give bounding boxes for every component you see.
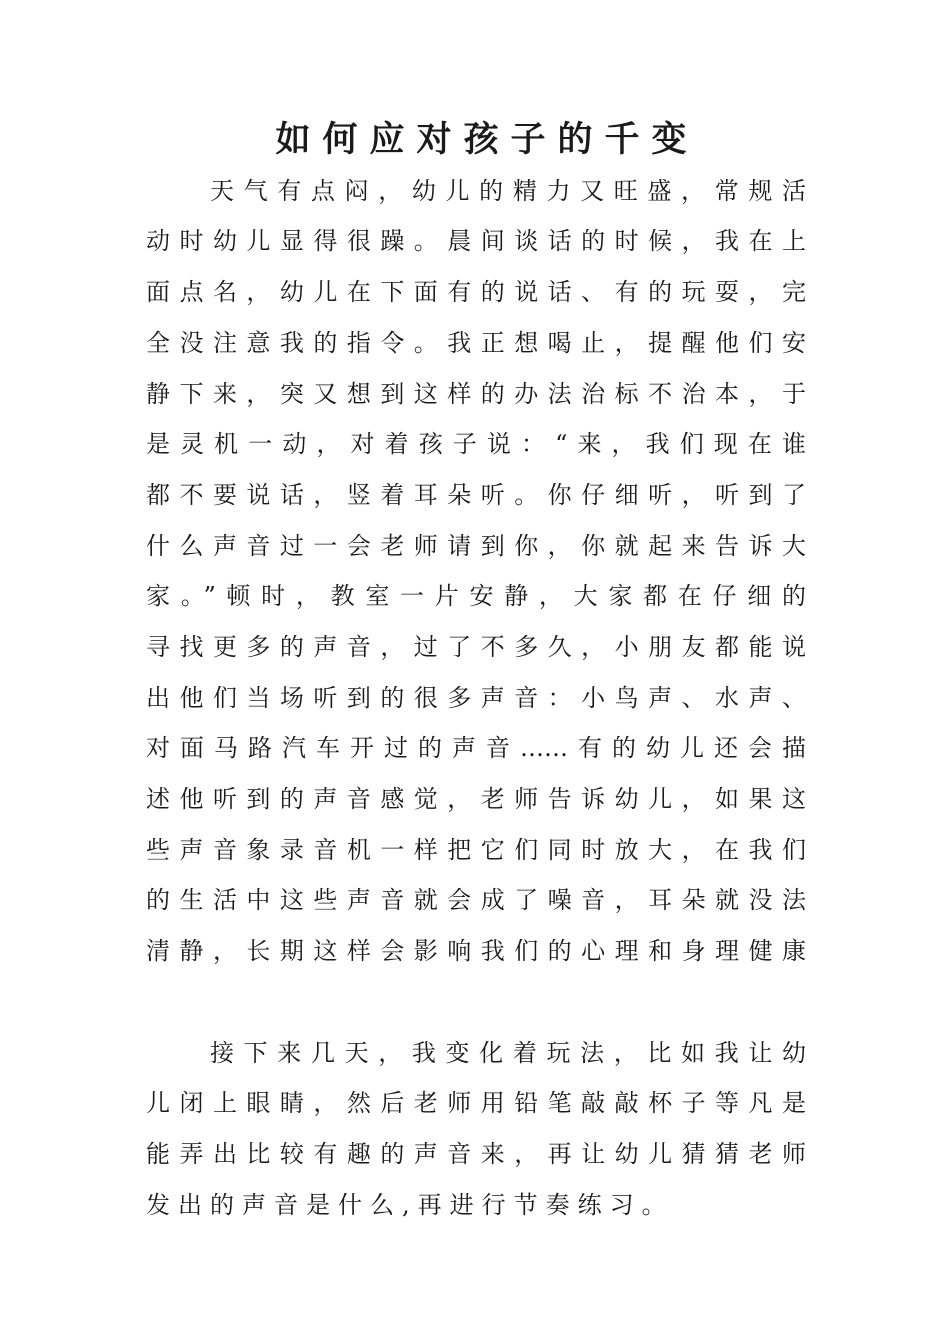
paragraph-2-line: 儿闭上眼睛，然后老师用铅笔敲敲杯子等凡是 (146, 1089, 806, 1117)
paragraph-2-line: 发出的声音是什么,再进行节奏练习。 (146, 1191, 674, 1219)
paragraph-1-line: 全没注意我的指令。我正想喝止，提醒他们安 (146, 329, 806, 357)
paragraph-1-line: 家。”顿时，教室一片安静，大家都在仔细的 (146, 582, 806, 610)
paragraph-1-line: 些声音象录音机一样把它们同时放大，在我们 (146, 836, 806, 864)
paragraph-1-line: 是灵机一动，对着孩子说：“来，我们现在谁 (146, 430, 806, 458)
paragraph-1-line: 述他听到的声音感觉，老师告诉幼儿，如果这 (146, 785, 806, 813)
paragraph-1-line: 清静，长期这样会影响我们的心理和身理健康 (146, 937, 806, 965)
paragraph-1-line: 面点名，幼儿在下面有的说话、有的玩耍，完 (146, 278, 806, 306)
paragraph-1-line: 动时幼儿显得很躁。晨间谈话的时候，我在上 (146, 227, 806, 255)
document-title: 如何应对孩子的千变 (275, 119, 699, 160)
paragraph-2-line: 能弄出比较有趣的声音来，再让幼儿猜猜老师 (146, 1140, 806, 1168)
paragraph-1-line: 对面马路汽车开过的声音……有的幼儿还会描 (146, 734, 806, 762)
paragraph-1-line: 寻找更多的声音，过了不多久，小朋友都能说 (146, 633, 806, 661)
paragraph-1-line: 什么声音过一会老师请到你，你就起来告诉大 (146, 532, 806, 560)
paragraph-1-line: 的生活中这些声音就会成了噪音，耳朵就没法 (146, 886, 806, 914)
paragraph-1-line: 天气有点闷，幼儿的精力又旺盛，常规活 (210, 177, 806, 205)
paragraph-1-line: 静下来，突又想到这样的办法治标不治本，于 (146, 380, 806, 408)
paragraph-1-line: 都不要说话，竖着耳朵听。你仔细听，听到了 (146, 481, 806, 509)
paragraph-1-line: 出他们当场听到的很多声音：小鸟声、水声、 (146, 684, 806, 712)
paragraph-2-line: 接下来几天，我变化着玩法，比如我让幼 (210, 1039, 806, 1067)
